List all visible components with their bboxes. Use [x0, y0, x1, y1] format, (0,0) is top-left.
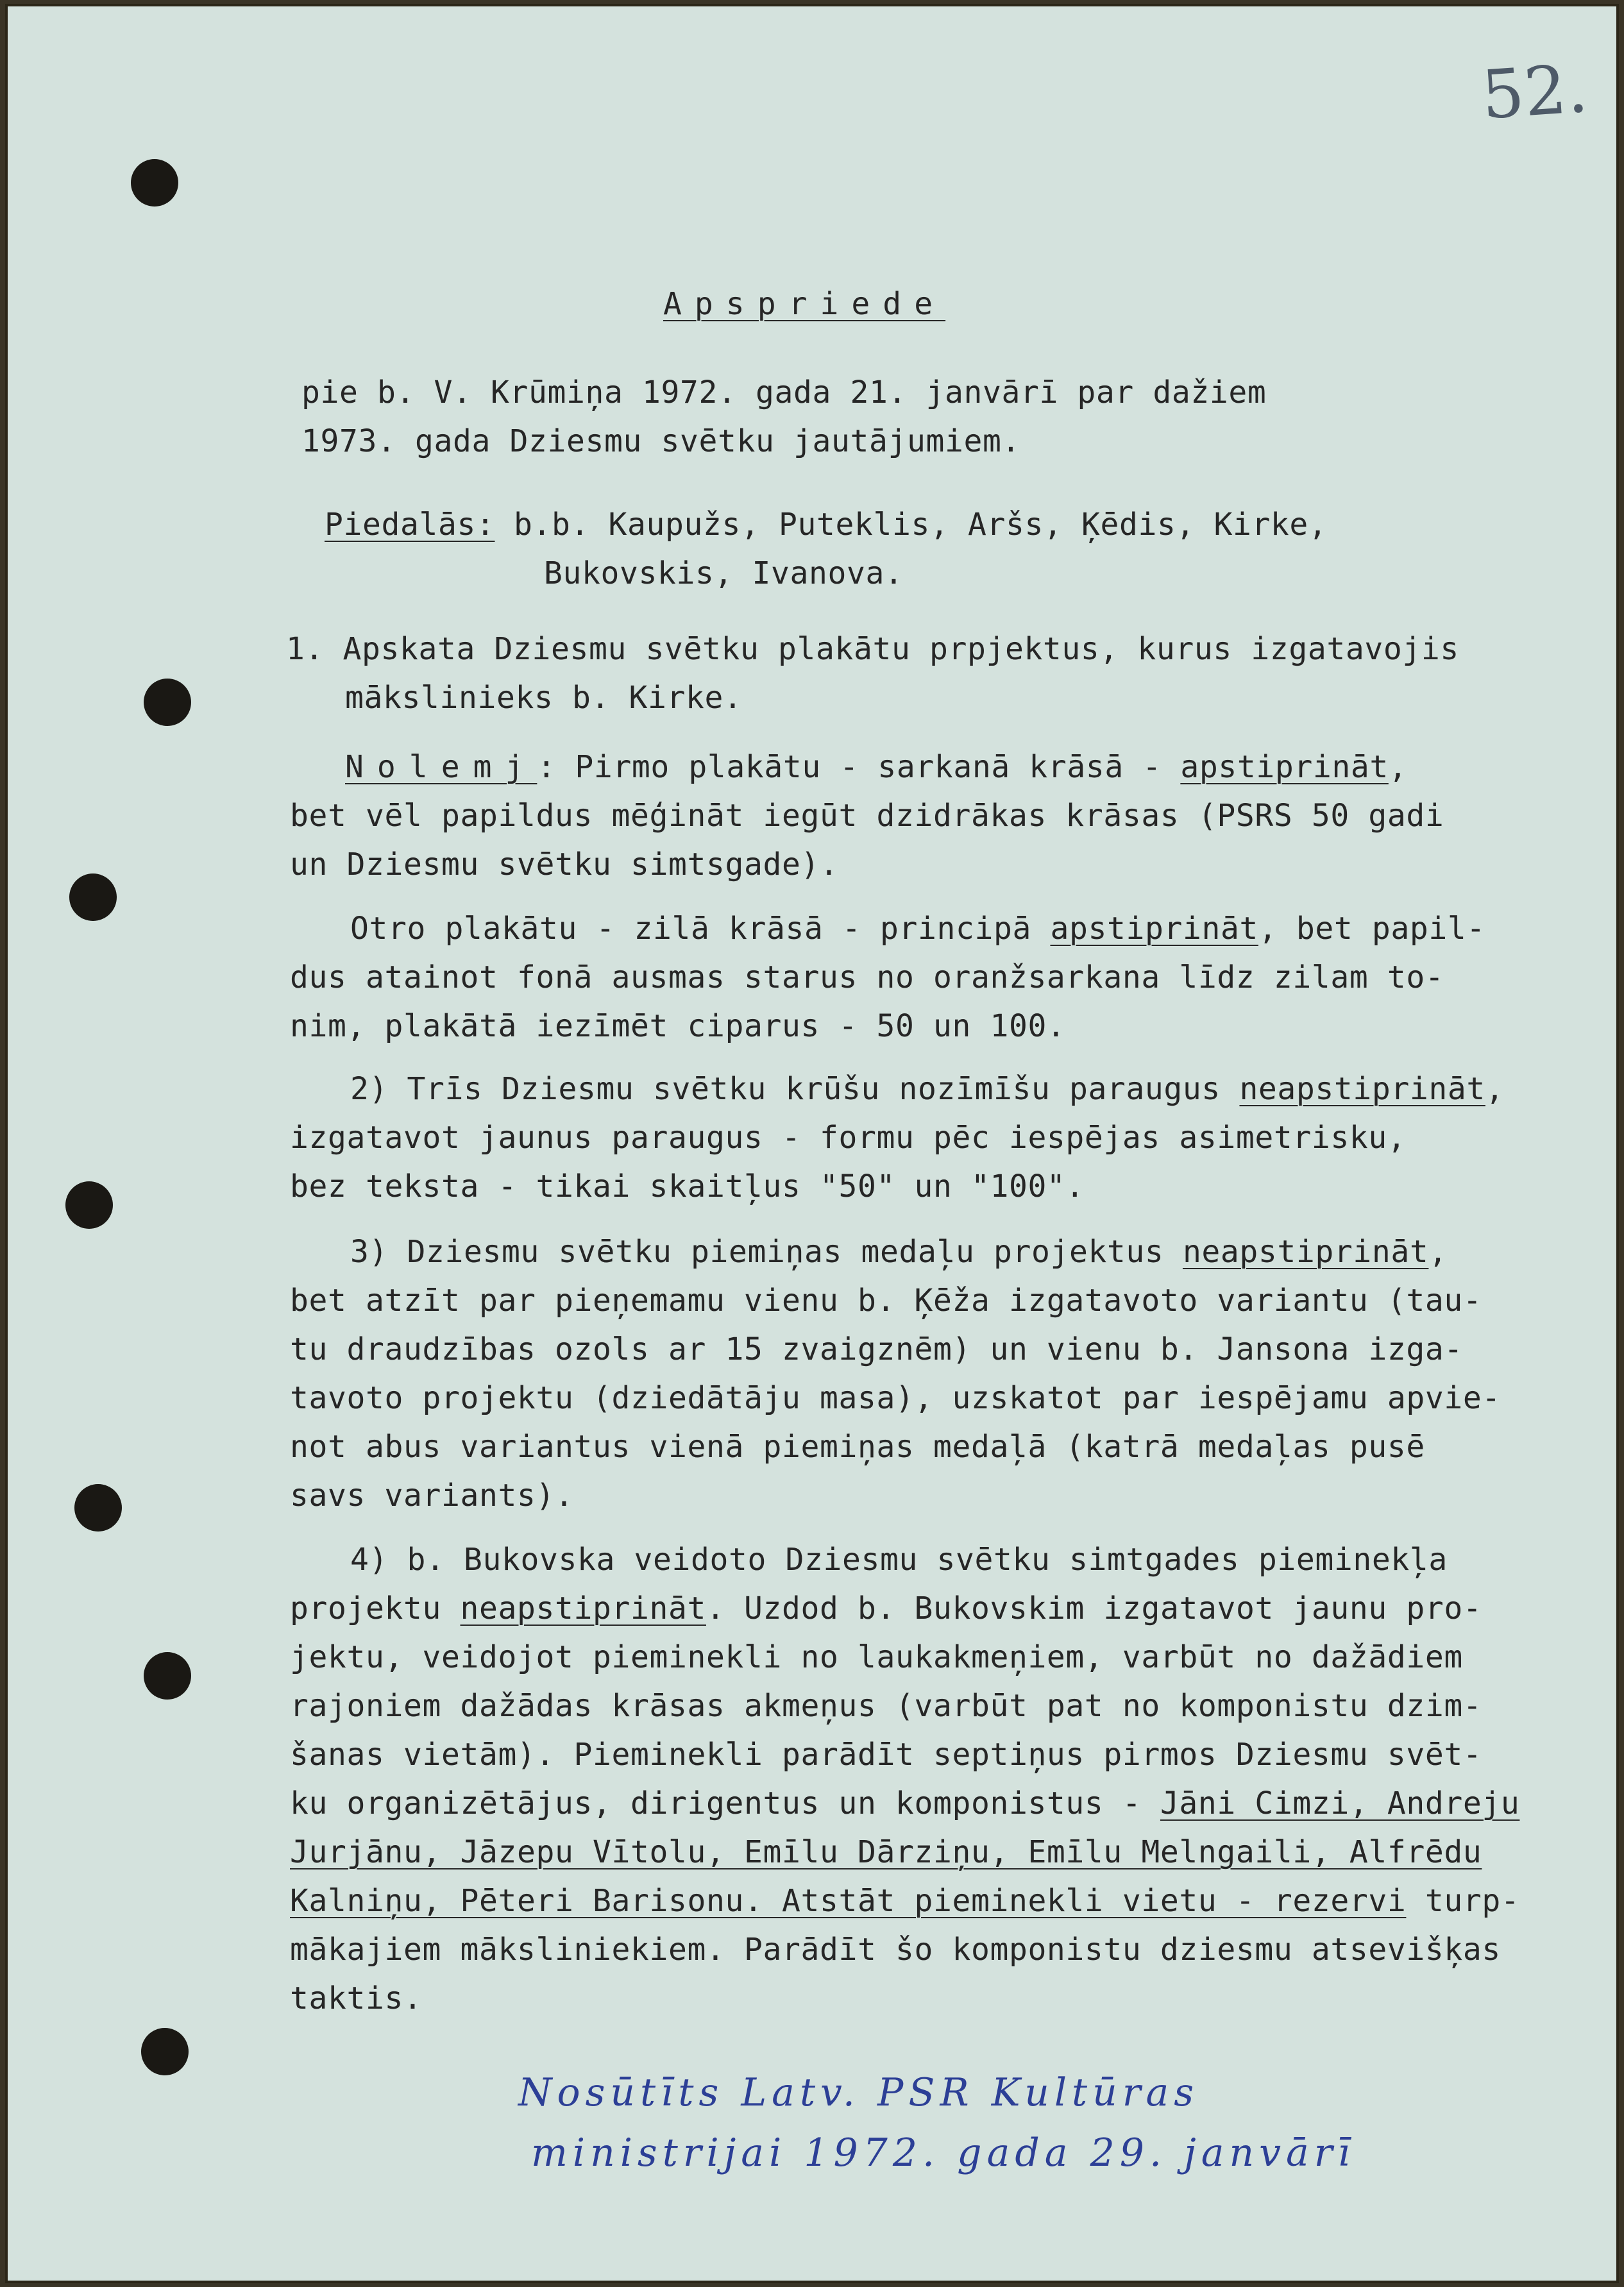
- punch-hole: [131, 159, 178, 207]
- handwritten-note-line: Nosūtīts Latv. PSR Kultūras: [518, 2070, 1199, 2115]
- document-page: [5, 4, 1619, 2283]
- paragraph-text: Otro plakātu - zilā krāsā - principā: [350, 911, 1051, 947]
- participants-block: [325, 500, 1327, 549]
- item-4-line: [290, 1584, 1482, 1633]
- paragraph-line: dus atainot fonā ausmas starus no oranžsarkana līdz zilam to-: [290, 959, 1444, 995]
- intro-line: 1973. gada Dziesmu svētku jautājumiem.: [301, 423, 1020, 459]
- item-2-line: [350, 1065, 1504, 1113]
- item-text: ku organizētājus, dirigentus un komponistus -: [290, 1785, 1160, 1821]
- status-reject: neapstiprināt: [1182, 1234, 1429, 1270]
- item-4-line: rajoniem dažādas krāsas akmeņus (varbūt pat no komponistu dzim-: [290, 1688, 1482, 1724]
- paragraph-line: [350, 904, 1485, 953]
- status-reject: neapstiprināt: [460, 1591, 706, 1626]
- item-1-line: 1. Apskata Dziesmu svētku plakātu prpjektus, kurus izgatavojis: [286, 631, 1459, 667]
- item-4-line: 4) b. Bukovska veidoto Dziesmu svētku simtgades pieminekļa: [350, 1542, 1448, 1578]
- item-text: ,: [1428, 1234, 1448, 1270]
- handwritten-note-line: ministrijai 1972. gada 29. janvārī: [531, 2131, 1355, 2175]
- item-text: turp-: [1406, 1883, 1520, 1919]
- composer-names: Jāni Cimzi, Andreju: [1160, 1785, 1520, 1821]
- paragraph-text: , bet papil-: [1258, 911, 1485, 947]
- item-text: ,: [1485, 1071, 1505, 1107]
- participants-list: Bukovskis, Ivanova.: [544, 555, 904, 591]
- item-4-line: mākajiem māksliniekiem. Parādīt šo komponistu dziesmu atsevišķas: [290, 1932, 1501, 1968]
- item-3-line: not abus variantus vienā piemiņas medaļā (katrā medaļas pusē: [290, 1429, 1425, 1465]
- intro-line: pie b. V. Krūmiņa 1972. gada 21. janvārī par dažiem: [301, 375, 1267, 410]
- composer-names: Jurjānu, Jāzepu Vītolu, Emīlu Dārziņu, Emīlu Melngaili, Alfrēdu: [290, 1834, 1482, 1870]
- composer-names: Kalniņu, Pēteri Barisonu. Atstāt pieminekli vietu - rezervi: [290, 1883, 1407, 1919]
- punch-hole: [69, 873, 117, 921]
- paragraph-line: nim, plakātā iezīmēt ciparus - 50 un 100.: [290, 1008, 1066, 1044]
- item-4-line: [290, 1828, 1482, 1877]
- item-2-line: bez teksta - tikai skaitļus "50" un "100".: [290, 1169, 1085, 1204]
- item-4-line: šanas vietām). Pieminekli parādīt septiņus pirmos Dziesmu svēt-: [290, 1737, 1482, 1773]
- punch-hole: [74, 1484, 122, 1532]
- decision-line: bet vēl papildus mēģināt iegūt dzidrākas krāsas (PSRS 50 gadi: [290, 798, 1444, 834]
- punch-hole: [144, 679, 191, 726]
- status-approve: apstiprināt: [1180, 749, 1389, 785]
- item-4-line: [290, 1877, 1519, 1925]
- decision-text: Pirmo plakātu - sarkanā krāsā -: [575, 749, 1181, 785]
- participants-label: Piedalās:: [325, 507, 495, 543]
- item-3-line: tavoto projektu (dziedātāju masa), uzskatot par iespējamu apvie-: [290, 1380, 1501, 1416]
- item-4-line: jektu, veidojot pieminekli no laukakmeņiem, varbūt no dažādiem: [290, 1639, 1463, 1675]
- decision-colon: :: [537, 749, 556, 785]
- item-1-line: mākslinieks b. Kirke.: [345, 680, 743, 716]
- item-text: 2) Trīs Dziesmu svētku krūšu nozīmīšu paraugus: [350, 1071, 1240, 1107]
- punch-hole: [144, 1652, 191, 1700]
- item-3-line: bet atzīt par pieņemamu vienu b. Ķēža izgatavoto variantu (tau-: [290, 1283, 1482, 1319]
- item-4-line: [290, 1779, 1519, 1828]
- decision-line: [345, 743, 1407, 791]
- punch-hole: [65, 1181, 113, 1229]
- punch-hole: [141, 2028, 189, 2075]
- decision-label: Nolemj: [345, 749, 537, 785]
- item-text: projektu: [290, 1591, 461, 1626]
- page-number: 52.: [1478, 49, 1591, 135]
- item-2-line: izgatavot jaunus paraugus - formu pēc iespējas asimetrisku,: [290, 1120, 1407, 1156]
- item-3-line: [350, 1228, 1448, 1276]
- item-text: . Uzdod b. Bukovskim izgatavot jaunu pro-: [706, 1591, 1482, 1626]
- item-4-line: taktis.: [290, 1980, 423, 2016]
- decision-text: ,: [1388, 749, 1408, 785]
- item-text: 3) Dziesmu svētku piemiņas medaļu projektus: [350, 1234, 1183, 1270]
- status-reject: neapstiprināt: [1239, 1071, 1485, 1107]
- decision-line: un Dziesmu svētku simtsgade).: [290, 847, 839, 882]
- participants-list: b.b. Kaupužs, Puteklis, Aršs, Ķēdis, Kirke,: [514, 507, 1328, 543]
- status-approve: apstiprināt: [1050, 911, 1258, 947]
- item-3-line: tu draudzības ozols ar 15 zvaigznēm) un vienu b. Jansona izga-: [290, 1331, 1463, 1367]
- item-3-line: savs variants).: [290, 1478, 574, 1514]
- document-title: Apspriede: [663, 286, 946, 322]
